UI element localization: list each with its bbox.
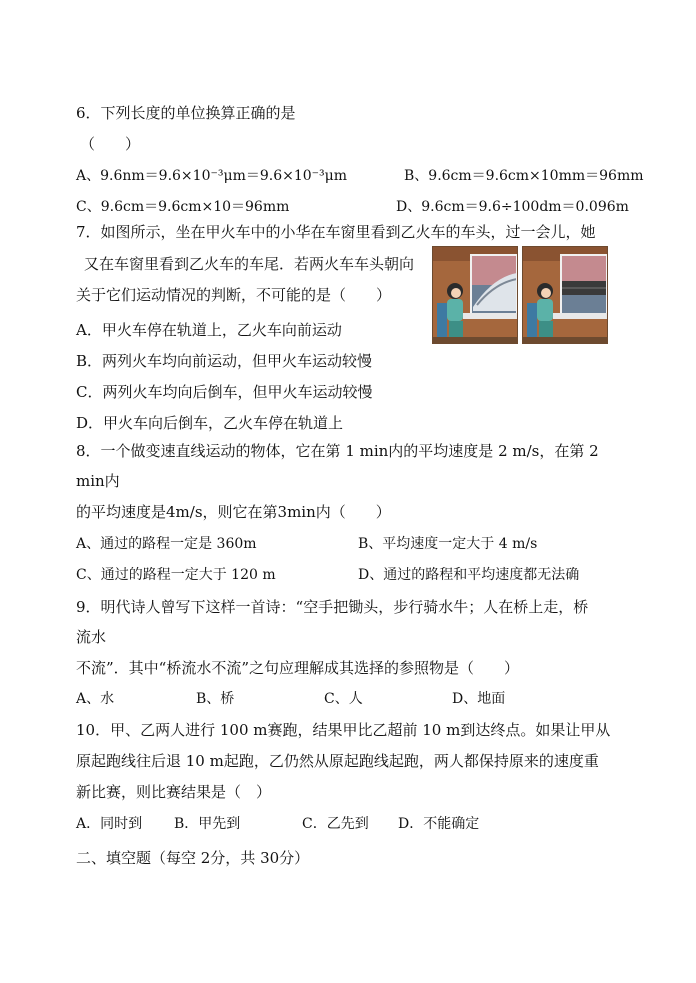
q10-option-a: A．同时到 <box>76 816 143 832</box>
q8-option-b: B、平均速度一定大于 4 m/s <box>358 536 538 552</box>
q9-stem-line2: 流水 <box>76 628 107 646</box>
q7-stem-line3: 关于它们运动情况的判断，不可能的是（ ） <box>76 286 392 304</box>
train-window-figure <box>432 246 608 344</box>
q8-option-d: D、通过的路程和平均速度都无法确 <box>358 567 580 583</box>
q6-answer-paren: （ ） <box>80 135 141 153</box>
q10-option-b: B．甲先到 <box>174 816 241 832</box>
q7-stem-line1: 7．如图所示，坐在甲火车中的小华在车窗里看到乙火车的车头，过一会儿，她 <box>76 223 596 241</box>
q7-option-a: A．甲火车停在轨道上，乙火车向前运动 <box>76 321 342 339</box>
section-2-title: 二、填空题（每空 2分，共 30分） <box>76 849 310 867</box>
q6-option-b: B、9.6cm＝9.6cm×10mm＝96mm <box>404 168 644 184</box>
q8-stem-line2: min内 <box>76 472 120 490</box>
q10-stem-line3: 新比赛，则比赛结果是（ ） <box>76 783 272 801</box>
q9-option-d: D、地面 <box>452 691 506 707</box>
figure-panel-train-tail <box>522 246 608 344</box>
q10-option-c: C．乙先到 <box>302 816 369 832</box>
q7-option-b: B．两列火车均向前运动，但甲火车运动较慢 <box>76 352 373 370</box>
q7-option-d: D．甲火车向后倒车，乙火车停在轨道上 <box>76 414 344 432</box>
q7-option-c: C．两列火车均向后倒车，但甲火车运动较慢 <box>76 383 373 401</box>
q8-stem-line1: 8．一个做变速直线运动的物体，它在第 1 min内的平均速度是 2 m/s，在第 2 <box>76 442 599 460</box>
figure-panel-train-head <box>432 246 518 344</box>
q10-stem-line2: 原起跑线往后退 10 m起跑，乙仍然从原起跑线起跑，两人都保持原来的速度重 <box>76 752 599 770</box>
q8-option-a: A、通过的路程一定是 360m <box>76 536 257 552</box>
q6-stem: 6．下列长度的单位换算正确的是 <box>76 104 296 122</box>
q8-stem-line3: 的平均速度是4m/s，则它在第3min内（ ） <box>76 503 391 521</box>
q10-option-d: D．不能确定 <box>398 816 480 832</box>
q9-option-b: B、桥 <box>196 691 235 707</box>
q7-stem-line2: 又在车窗里看到乙火车的车尾．若两火车车头朝向 <box>84 255 415 273</box>
q6-option-d: D、9.6cm＝9.6÷100dm＝0.096m <box>396 199 629 215</box>
q9-option-a: A、水 <box>76 691 115 707</box>
q6-option-c: C、9.6cm＝9.6cm×10＝96mm <box>76 199 290 215</box>
q6-option-a: A、9.6nm＝9.6×10⁻³μm＝9.6×10⁻³μm <box>76 168 348 184</box>
q8-option-c: C、通过的路程一定大于 120 m <box>76 567 276 583</box>
q9-stem-line3: 不流”．其中“桥流水不流”之句应理解成其选择的参照物是（ ） <box>76 659 520 677</box>
q9-option-c: C、人 <box>324 691 363 707</box>
q10-stem-line1: 10．甲、乙两人进行 100 m赛跑，结果甲比乙超前 10 m到达终点。如果让甲从 <box>76 721 611 739</box>
q9-stem-line1: 9．明代诗人曾写下这样一首诗：“空手把锄头，步行骑水牛；人在桥上走，桥 <box>76 598 589 616</box>
